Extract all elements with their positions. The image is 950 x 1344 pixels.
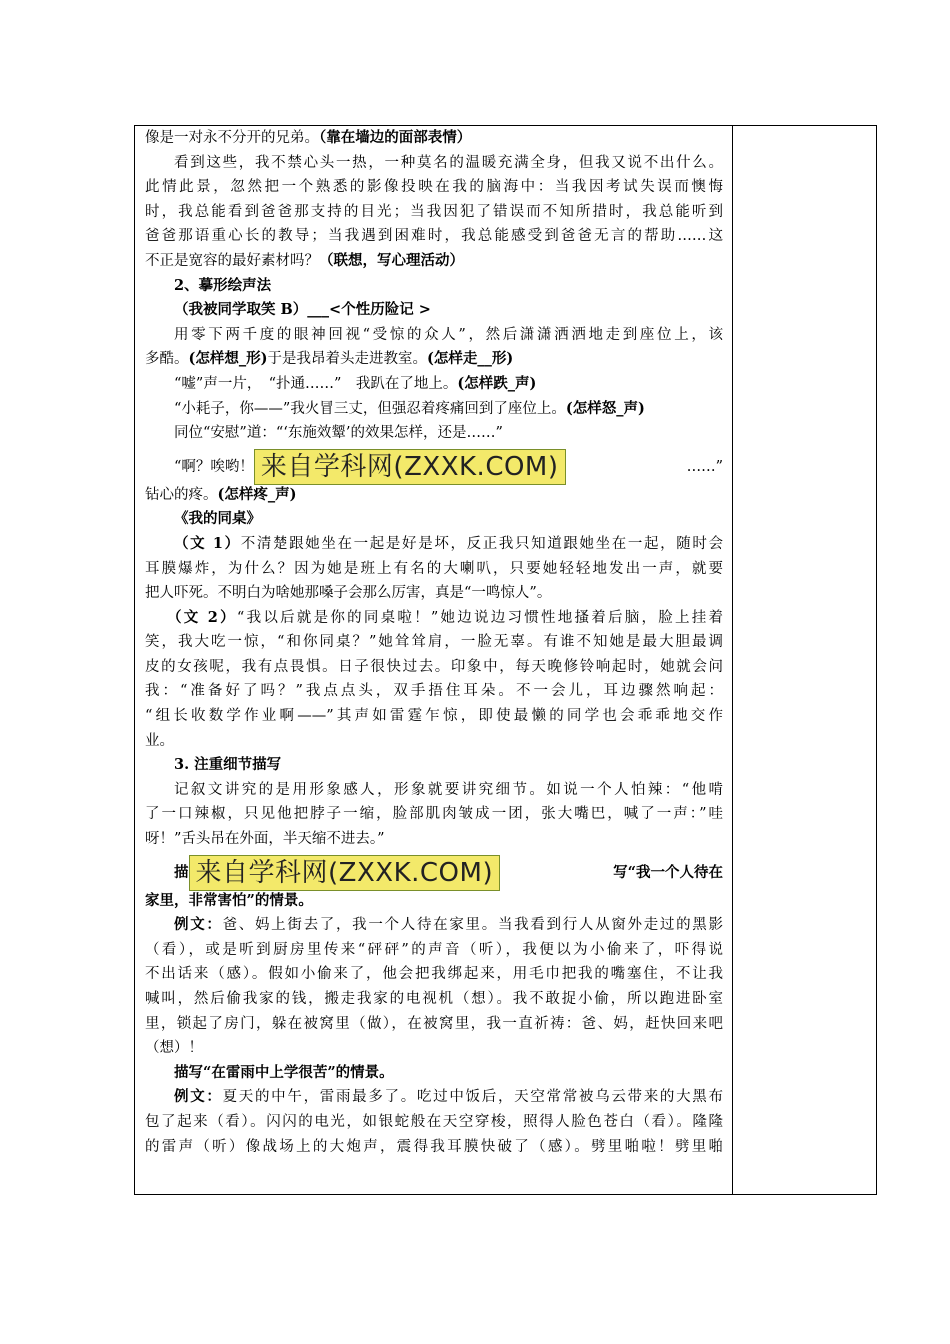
- text-line: 喊叫，然后偷我家的钱，搬走我家的电视机（想）。我不敢捉小偷，所以跑进卧室: [145, 991, 723, 1007]
- watermark-banner: 来自学科网(ZXXK.COM): [254, 449, 566, 485]
- text-line: “组长收数学作业啊——”其声如雷霆乍惊，即使最懒的同学也会乖乖地交作: [145, 708, 723, 725]
- text-line: 记叙文讲究的是用形象感人，形象就要讲究细节。如说一个人怕辣：“他啃: [174, 781, 723, 798]
- text-line: 皮的女孩呢，我有点畏惧。日子很快过去。印象中，每天晚修铃响起时，她就会问: [145, 658, 723, 675]
- main-content-cell: [145, 126, 723, 1159]
- subheading: 描写“在雷雨中上学很苦”的情景。: [174, 1063, 394, 1081]
- text-line: （文 2）“我以后就是你的同桌啦！”她边说边习惯性地搔着后脑，脸上挂着: [167, 608, 724, 626]
- text-line: 的雷声（听）像战场上的大炮声，震得我耳膜快破了（感）。劈里啪啦！劈里啪: [145, 1138, 723, 1155]
- text-line: （看），或是听到厨房里传来“砰砰”的声音（听），我便以为小偷来了，吓得说: [145, 941, 723, 958]
- text-line: 耳膜爆炸，为什么？因为她是班上有名的大喇叭，只要她轻轻地发出一声，就要: [145, 560, 723, 577]
- column-divider: [732, 126, 733, 1194]
- section-heading: 3. 注重细节描写: [174, 756, 282, 774]
- text-line: 业。: [145, 732, 174, 749]
- text-line: 家里，非常害怕”的情景。: [145, 891, 313, 909]
- text-line: 钻心的疼。(怎样疼_声): [145, 485, 297, 503]
- text-line: 多酷。(怎样想_形)于是我昂着头走进教室。(怎样走__形): [145, 350, 514, 368]
- text-line: （文 1）不清楚跟她坐在一起是好是坏，反正我只知道跟她坐在一起，随时会: [174, 534, 723, 552]
- watermark-banner: 来自学科网(ZXXK.COM): [189, 855, 501, 891]
- text-line: 我：“准备好了吗？”我点点头，双手捂住耳朵。不一会儿，耳边骤然响起：: [145, 683, 723, 700]
- subheading: （我被同学取笑 B）___<个性历险记 >: [174, 301, 431, 319]
- subheading: 《我的同桌》: [174, 510, 261, 528]
- text-line: 爸爸那语重心长的教导；当我遇到困难时，我总能感受到爸爸无言的帮助……这: [145, 228, 723, 245]
- text-line: 像是一对永不分开的兄弟。（靠在墙边的面部表情）: [145, 129, 472, 146]
- text-line: 此情此景，忽然把一个熟悉的影像投映在我的脑海中：当我因考试失误而懊悔: [145, 179, 723, 196]
- text-line: 同位“安慰”道：“‘东施效颦’的效果怎样，还是……”: [174, 425, 503, 442]
- text-line: 呀！”舌头吊在外面，半天缩不进去。”: [145, 831, 385, 848]
- text-line: （想）！: [145, 1040, 203, 1057]
- text-line: 笑，我大吃一惊，“和你同桌？”她耸耸肩，一脸无辜。有谁不知她是最大胆最调: [145, 634, 723, 651]
- text-line-with-watermark: “啊？唉哟！ 来自学科网(ZXXK.COM) ……”: [145, 446, 723, 483]
- text-line: 时，我总能看到爸爸那支持的目光；当我因犯了错误而不知所措时，我总能听到: [145, 203, 723, 220]
- document-table: [134, 125, 877, 1195]
- text-line: 不出话来（感）。假如小偷来了，他会把我绑起来，用毛巾把我的嘴塞住，不让我: [145, 966, 723, 983]
- text-line: 不正是宽容的最好素材吗？（联想，写心理活动）: [145, 251, 464, 269]
- text-line: 用零下两千度的眼神回视“受惊的众人”，然后潇潇洒洒地走到座位上，该: [174, 326, 723, 343]
- text-line: 里，锁起了房门，躲在被窝里（做），在被窝里，我一直祈祷：爸、妈，赶快回来吧: [145, 1015, 723, 1032]
- text-line: “嘘”声一片， “扑通……” 我趴在了地上。(怎样跌_声): [174, 374, 537, 392]
- text-line: “小耗子，你——”我火冒三丈，但强忍着疼痛回到了座位上。(怎样怒_声): [174, 399, 645, 417]
- text-line: 看到这些，我不禁心头一热，一种莫名的温暖充满全身，但我又说不出什么。: [174, 154, 723, 171]
- text-line: 了一口辣椒，只见他把脖子一缩，脸部肌肉皱成一团，张大嘴巴，喊了一声：”哇: [145, 806, 723, 823]
- text-line: 例文：爸、妈上街去了，我一个人待在家里。当我看到行人从窗外走过的黑影: [174, 916, 724, 934]
- text-line: 例文：夏天的中午，雷雨最多了。吃过中饭后，天空常常被乌云带来的大黑布: [174, 1088, 724, 1106]
- text-line: 包了起来（看）。闪闪的电光，如银蛇般在天空穿梭，照得人脸色苍白（看）。隆隆: [145, 1113, 723, 1130]
- section-heading: 2、摹形绘声法: [174, 276, 272, 294]
- text-line-with-watermark: 描 来自学科网(ZXXK.COM) 写“我一个人待在: [145, 852, 723, 889]
- text-line: 把人吓死。不明白为啥她那嗓子会那么厉害，真是“一鸣惊人”。: [145, 585, 552, 602]
